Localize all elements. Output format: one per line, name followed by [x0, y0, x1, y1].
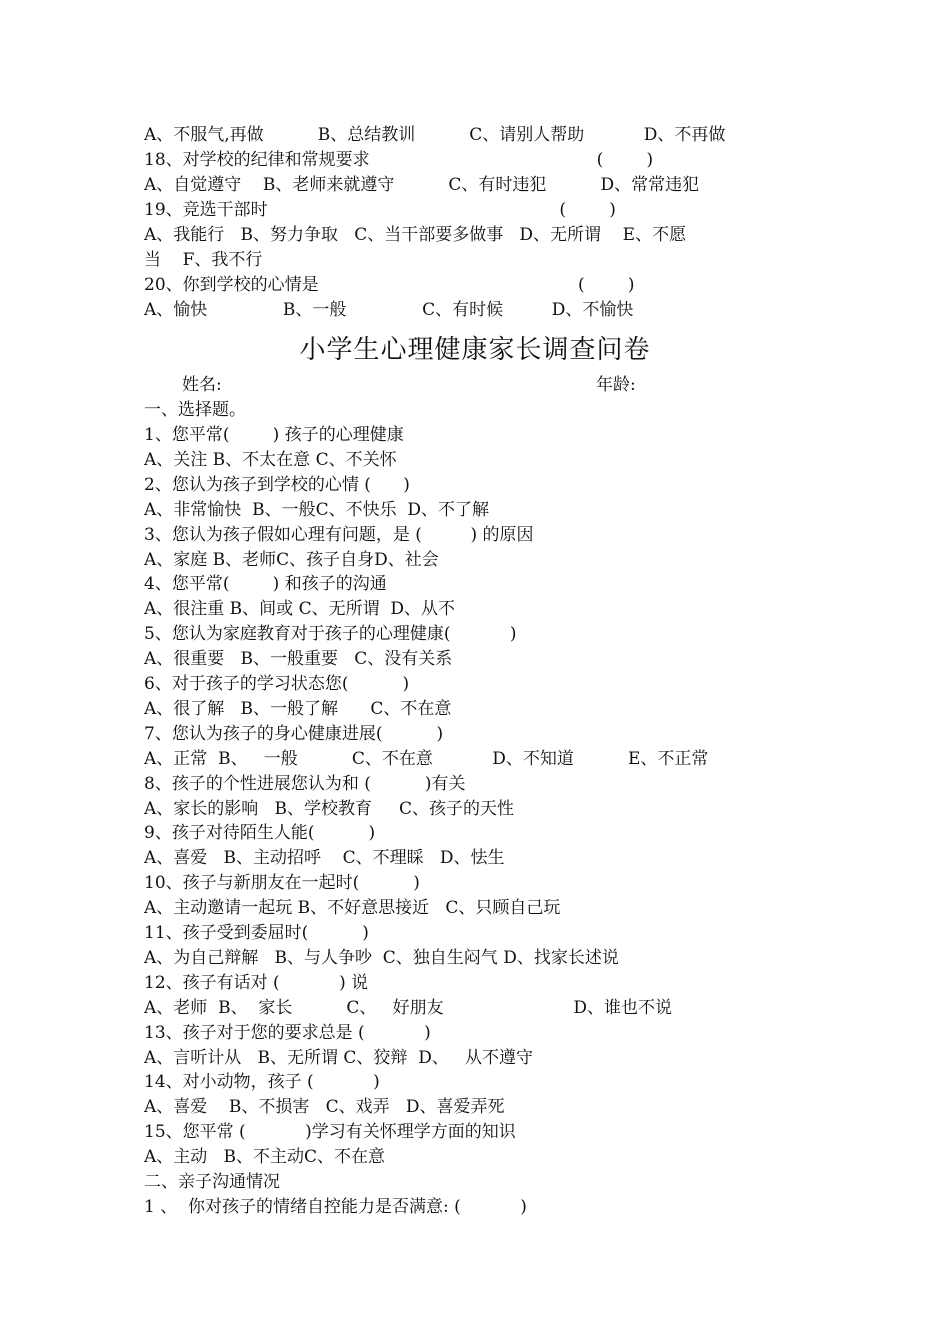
survey-line: 8、孩子的个性进展您认为和 ( )有关 [144, 774, 466, 794]
survey-line: 7、您认为孩子的身心健康进展( ) [144, 724, 444, 744]
survey-line: A、非常愉快 B、一般C、不快乐 D、不了解 [144, 500, 490, 520]
survey-line: 10、孩子与新朋友在一起时( ) [144, 873, 420, 893]
survey-line: A、老师 B、 家长 C、 好朋友 D、谁也不说 [144, 998, 672, 1018]
survey-line: 1 、 你对孩子的情绪自控能力是否满意: ( ) [144, 1197, 527, 1217]
survey-line: 1、您平常( ) 孩子的心理健康 [144, 425, 404, 445]
survey-line: A、言听计从 B、无所谓 C、狡辩 D、 从不遵守 [144, 1048, 534, 1068]
survey-line: A、主动 B、不主动C、不在意 [144, 1147, 385, 1167]
prev-line-5: A、我能行 B、努力争取 C、当干部要多做事 D、无所谓 E、不愿 [144, 225, 687, 245]
survey-line: 4、您平常( ) 和孩子的沟通 [144, 574, 387, 594]
prev-line-4: 19、竞选干部时 ( ) [144, 200, 616, 220]
survey-line: 12、孩子有话对 ( ) 说 [144, 973, 369, 993]
prev-line-7: 20、你到学校的心情是 ( ) [144, 275, 635, 295]
survey-title: 小学生心理健康家长调查问卷 [299, 335, 651, 365]
survey-line: A、很注重 B、间或 C、无所谓 D、从不 [144, 599, 456, 619]
survey-line: 二、亲子沟通情况 [144, 1172, 280, 1192]
survey-line: A、很重要 B、一般重要 C、没有关系 [144, 649, 453, 669]
prev-line-3: A、自觉遵守 B、老师来就遵守 C、有时违犯 D、常常违犯 [144, 175, 700, 195]
name-label: 姓名: [182, 375, 222, 395]
survey-line: 2、您认为孩子到学校的心情 ( ) [144, 475, 410, 495]
survey-line: 14、对小动物，孩子 ( ) [144, 1072, 380, 1092]
survey-line: 3、您认为孩子假如心理有问题，是 ( ) 的原因 [144, 525, 534, 545]
survey-line: 15、您平常 ( )学习有关怀理学方面的知识 [144, 1122, 516, 1142]
prev-line-6: 当 F、我不行 [144, 250, 263, 270]
prev-line-8: A、愉快 B、一般 C、有时候 D、不愉快 [144, 300, 634, 320]
survey-line: 5、您认为家庭教育对于孩子的心理健康( ) [144, 624, 517, 644]
survey-line: A、主动邀请一起玩 B、不好意思接近 C、只顾自己玩 [144, 898, 561, 918]
prev-line-1: A、不服气,再做 B、总结教训 C、请别人帮助 D、不再做 [144, 125, 726, 145]
prev-line-2: 18、对学校的纪律和常规要求 ( ) [144, 150, 654, 170]
survey-line: A、很了解 B、一般了解 C、不在意 [144, 699, 452, 719]
survey-line: A、为自己辩解 B、与人争吵 C、独自生闷气 D、找家长述说 [144, 948, 619, 968]
age-label: 年龄: [596, 375, 636, 395]
survey-line: A、正常 B、 一般 C、不在意 D、不知道 E、不正常 [144, 749, 709, 769]
survey-line: A、关注 B、不太在意 C、不关怀 [144, 450, 397, 470]
survey-line: A、喜爱 B、不损害 C、戏弄 D、喜爱弄死 [144, 1097, 505, 1117]
survey-line: A、家长的影响 B、学校教育 C、孩子的天性 [144, 799, 515, 819]
survey-line: A、喜爱 B、主动招呼 C、不理睬 D、怯生 [144, 848, 505, 868]
survey-line: 6、对于孩子的学习状态您( ) [144, 674, 410, 694]
survey-line: 9、孩子对待陌生人能( ) [144, 823, 376, 843]
survey-line: 11、孩子受到委屈时( ) [144, 923, 369, 943]
survey-line: 一、选择题。 [144, 400, 246, 420]
survey-line: 13、孩子对于您的要求总是 ( ) [144, 1023, 431, 1043]
survey-line: A、家庭 B、老师C、孩子自身D、社会 [144, 550, 439, 570]
